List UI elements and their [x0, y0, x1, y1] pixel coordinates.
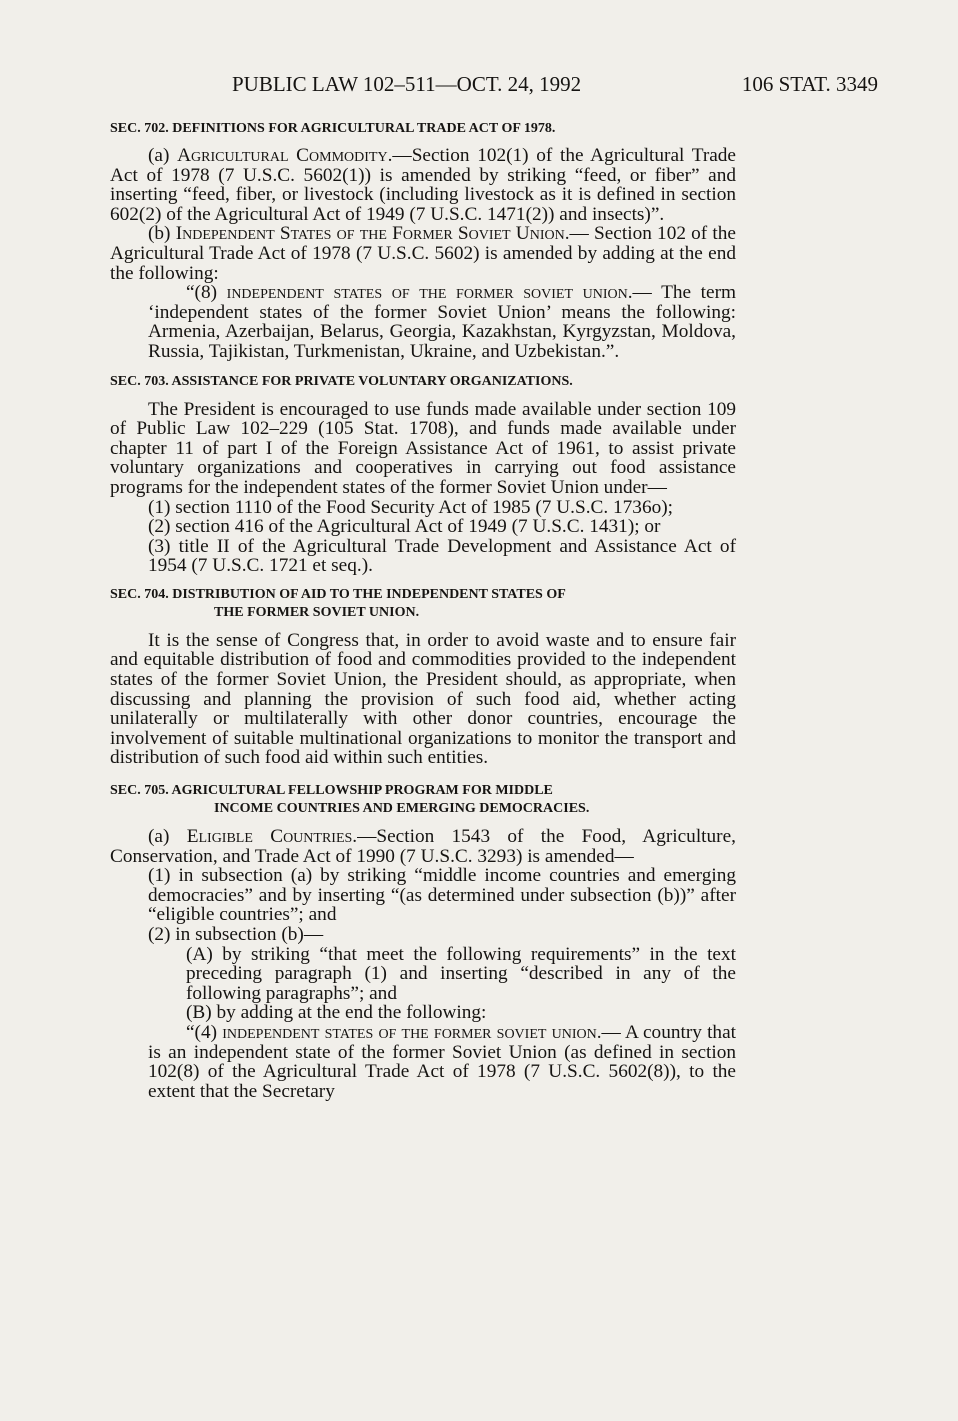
subsection-label: (a)	[148, 145, 178, 166]
subsection-caption: Eligible Countries.	[186, 826, 358, 848]
section-heading: SEC. 702. DEFINITIONS FOR AGRICULTURAL TRADE ACT OF 1978.	[110, 121, 556, 136]
section-703	[110, 373, 736, 576]
subsection-label: (b)	[148, 223, 176, 245]
subsection-text: —Section 102(1) of the Agricultural Trade Act of 1978 (7 U.S.C. 5602(1)) is amended by striking “feed, or fiber” and inserting “feed, fiber, or livestock (including livestock as it is defined in section 602(2) of the Agricultural Act of 1949 (7 U.S.C. 1471(2)) and insects)”.	[110, 145, 736, 225]
subsection-a	[110, 827, 736, 866]
list-item: (1) section 1110 of the Food Security Act of 1985 (7 U.S.C. 1736o);	[148, 496, 673, 518]
subsection-text: — Section 102 of the Agricultural Trade Act of 1978 (7 U.S.C. 5602) is amended by adding at the end the following:	[110, 223, 736, 284]
quote-text: A country that is an independent state of the former Soviet Union (as defined in section 102(8) of the Agricultural Trade Act of 1978 (7 U.S.C. 5602(8)), to the extent that the Secretary	[148, 1021, 736, 1102]
list-item: (3) title II of the Agricultural Trade Development and Assistance Act of 1954 (7 U.S.C. 1721 et seq.).	[148, 535, 736, 577]
list-subitem: (B) by adding at the end the following:	[186, 1002, 487, 1024]
quoted-definition	[110, 283, 736, 361]
quote-dash: —	[601, 1021, 621, 1043]
list-item: (1) in subsection (a) by striking “middle income countries and emerging democracies” and by inserting “(as determined under subsection (b))” after “eligible countries”; and	[148, 865, 736, 926]
document-body	[110, 120, 736, 1101]
quote-caption: independent states of the former soviet union.	[222, 1021, 602, 1043]
subsection-caption: Independent States of the Former Soviet Union.	[175, 223, 570, 245]
section-heading: SEC. 703. ASSISTANCE FOR PRIVATE VOLUNTARY ORGANIZATIONS.	[110, 373, 573, 389]
running-head	[110, 72, 878, 102]
quote-text: The term ‘independent states of the former Soviet Union’ means the following: Armenia, Azerbaijan, Belarus, Georgia, Kazakhstan, Kyrgyzstan, Moldova, Russia, Tajikistan, Turkmenistan, Ukraine, and Uzbekistan.”.	[148, 282, 736, 362]
quote-caption: independent states of the former soviet union.	[226, 282, 633, 304]
section-text: It is the sense of Congress that, in order to avoid waste and to ensure fair and equitable distribution of food and commodities provided to the independent states of the former Soviet Union, the President should, as appropriate, when discussing and planning the provision of such food aid, whether acting unilaterally or multilaterally with other donor countries, encourage the involvement of suitable multinational organizations to monitor the transport and distribution of such food aid within such entities.	[110, 629, 736, 769]
quoted-definition	[110, 1023, 736, 1101]
section-704	[110, 586, 736, 768]
list-subitem: (A) by striking “that meet the following requirements” in the text preceding paragraph (1) and inserting “described in any of the following paragraphs”; and	[186, 943, 736, 1004]
section-heading-line: SEC. 705. AGRICULTURAL FELLOWSHIP PROGRAM FOR MIDDLE	[110, 783, 553, 799]
section-heading-line: INCOME COUNTRIES AND EMERGING DEMOCRACIES.	[214, 801, 590, 817]
section-heading	[110, 782, 736, 818]
stat-page-number: 106 STAT. 3349	[741, 72, 878, 96]
subsection-caption: Agricultural Commodity.	[177, 145, 393, 166]
list-item: (2) in subsection (b)—	[148, 924, 324, 945]
section-702	[110, 120, 736, 362]
running-head-title: PUBLIC LAW 102–511—OCT. 24, 1992	[232, 72, 582, 96]
subsection-b	[110, 224, 736, 283]
subsection-text: —Section 1543 of the Food, Agriculture, Conservation, and Trade Act of 1990 (7 U.S.C. 3293) is amended—	[110, 826, 736, 867]
section-705	[110, 782, 736, 1101]
quote-label: “(8)	[186, 282, 227, 304]
section-heading-line: THE FORMER SOVIET UNION.	[214, 604, 420, 620]
quote-dash: —	[632, 282, 652, 304]
quote-label: “(4)	[186, 1021, 223, 1043]
section-heading-line: SEC. 704. DISTRIBUTION OF AID TO THE INDEPENDENT STATES OF	[110, 586, 566, 602]
list-item: (2) section 416 of the Agricultural Act of 1949 (7 U.S.C. 1431); or	[148, 516, 661, 538]
section-heading	[110, 586, 736, 622]
subsection-a	[110, 146, 736, 224]
section-intro: The President is encouraged to use funds made available under section 109 of Public Law 102–229 (105 Stat. 1708), and funds made available under chapter 11 of part I of the Foreign Assistance Act of 1961, to assist private voluntary organizations and cooperatives in carrying out food assistance programs for the independent states of the former Soviet Union under—	[110, 398, 736, 498]
subsection-label: (a)	[148, 826, 187, 848]
